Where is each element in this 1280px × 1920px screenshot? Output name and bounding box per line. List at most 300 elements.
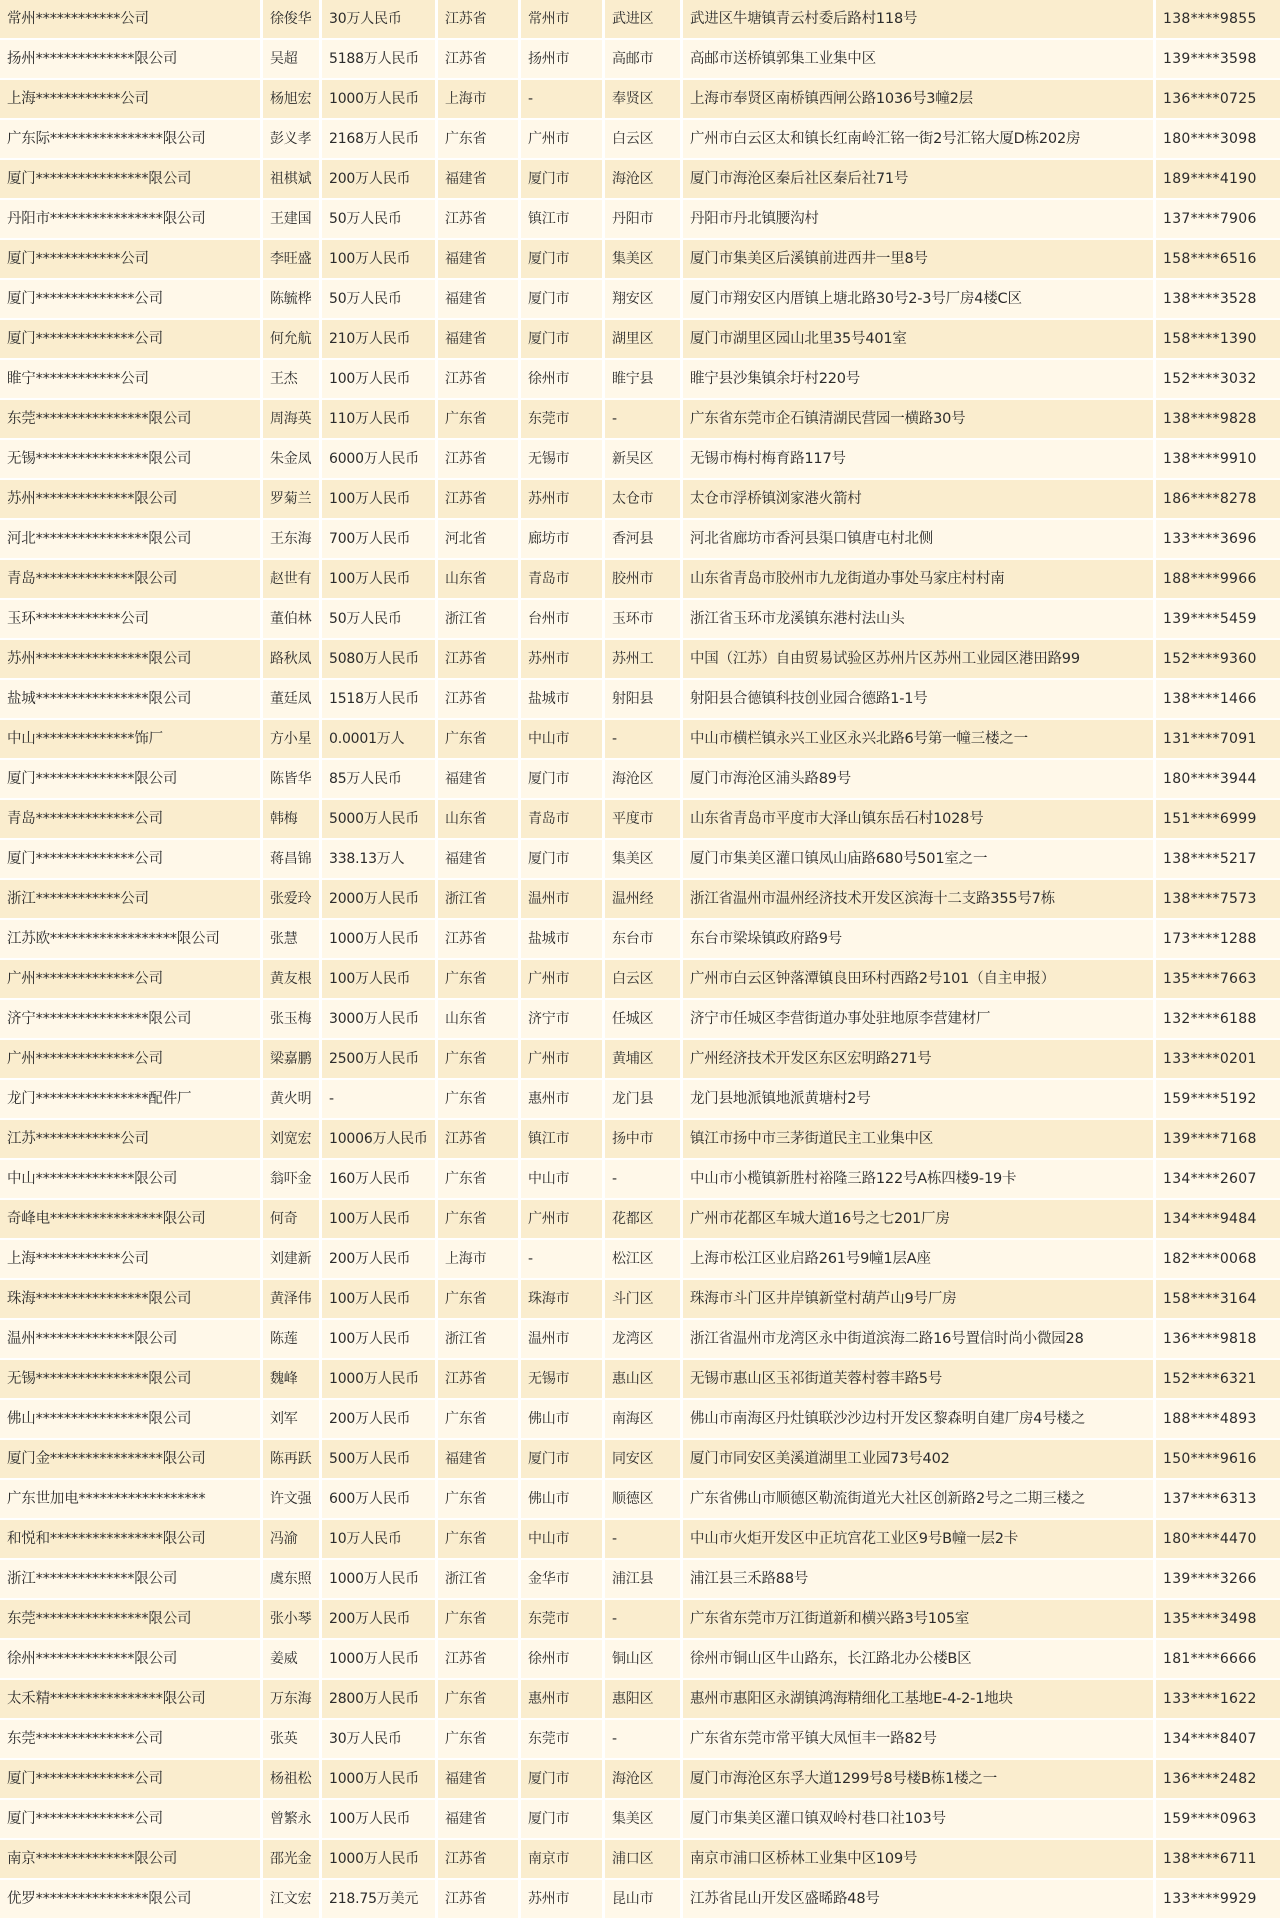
address-cell: 丹阳市丹北镇腰沟村 — [683, 200, 1153, 238]
legal-person-cell: 张爱玲 — [263, 880, 319, 918]
address-cell: 广州市花都区车城大道16号之七201厂房 — [683, 1200, 1153, 1238]
address-cell: 徐州市铜山区牛山路东，长江路北办公楼B区 — [683, 1640, 1153, 1678]
table-row — [0, 520, 1280, 558]
phone-cell: 138****7573 — [1156, 880, 1280, 918]
legal-person-cell: 罗菊兰 — [263, 480, 319, 518]
company-name-cell: 东莞****************限公司 — [0, 400, 260, 438]
province-cell: 山东省 — [438, 800, 518, 838]
legal-person-cell: 方小星 — [263, 720, 319, 758]
city-cell: 台州市 — [521, 600, 602, 638]
address-cell: 广东省东莞市企石镇清湖民营园一横路30号 — [683, 400, 1153, 438]
table-row — [0, 760, 1280, 798]
city-cell: 厦门市 — [521, 1760, 602, 1798]
district-cell: 白云区 — [605, 960, 680, 998]
table-row — [0, 360, 1280, 398]
table-row — [0, 1040, 1280, 1078]
company-name-cell: 上海************公司 — [0, 80, 260, 118]
district-cell: 湖里区 — [605, 320, 680, 358]
city-cell: 无锡市 — [521, 440, 602, 478]
address-cell: 中山市横栏镇永兴工业区永兴北路6号第一幢三楼之一 — [683, 720, 1153, 758]
registered-capital-cell: 5188万人民币 — [322, 40, 435, 78]
phone-cell: 139****3598 — [1156, 40, 1280, 78]
phone-cell: 152****9360 — [1156, 640, 1280, 678]
phone-cell: 151****6999 — [1156, 800, 1280, 838]
table-row — [0, 1360, 1280, 1398]
province-cell: 浙江省 — [438, 1560, 518, 1598]
province-cell: 江苏省 — [438, 1880, 518, 1918]
table-row — [0, 1240, 1280, 1278]
district-cell: 翔安区 — [605, 280, 680, 318]
city-cell: 廊坊市 — [521, 520, 602, 558]
province-cell: 福建省 — [438, 1760, 518, 1798]
table-row — [0, 80, 1280, 118]
registered-capital-cell: 338.13万人 — [322, 840, 435, 878]
district-cell: - — [605, 1720, 680, 1758]
phone-cell: 138****9855 — [1156, 0, 1280, 38]
table-row — [0, 200, 1280, 238]
registered-capital-cell: 100万人民币 — [322, 560, 435, 598]
address-cell: 广州市白云区太和镇长红南岭汇铭一街2号汇铭大厦D栋202房 — [683, 120, 1153, 158]
phone-cell: 138****3528 — [1156, 280, 1280, 318]
registered-capital-cell: 1000万人民币 — [322, 1560, 435, 1598]
registered-capital-cell: 2500万人民币 — [322, 1040, 435, 1078]
city-cell: 金华市 — [521, 1560, 602, 1598]
registered-capital-cell: 200万人民币 — [322, 1400, 435, 1438]
city-cell: - — [521, 80, 602, 118]
address-cell: 浙江省温州市龙湾区永中街道滨海二路16号置信时尚小微园28 — [683, 1320, 1153, 1358]
address-cell: 广东省东莞市常平镇大凤恒丰一路82号 — [683, 1720, 1153, 1758]
company-name-cell: 珠海****************限公司 — [0, 1280, 260, 1318]
company-name-cell: 徐州**************限公司 — [0, 1640, 260, 1678]
company-name-cell: 苏州**************限公司 — [0, 480, 260, 518]
company-name-cell: 无锡****************限公司 — [0, 1360, 260, 1398]
table-row — [0, 1400, 1280, 1438]
company-name-cell: 青岛**************限公司 — [0, 560, 260, 598]
legal-person-cell: 蒋昌锦 — [263, 840, 319, 878]
company-name-cell: 河北****************限公司 — [0, 520, 260, 558]
district-cell: 平度市 — [605, 800, 680, 838]
phone-cell: 136****9818 — [1156, 1320, 1280, 1358]
registered-capital-cell: 210万人民币 — [322, 320, 435, 358]
phone-cell: 138****5217 — [1156, 840, 1280, 878]
district-cell: 同安区 — [605, 1440, 680, 1478]
city-cell: 温州市 — [521, 880, 602, 918]
legal-person-cell: 陈莲 — [263, 1320, 319, 1358]
city-cell: 广州市 — [521, 1040, 602, 1078]
legal-person-cell: 何允航 — [263, 320, 319, 358]
company-name-cell: 奇峰电****************限公司 — [0, 1200, 260, 1238]
table-row — [0, 680, 1280, 718]
company-name-cell: 丹阳市****************限公司 — [0, 200, 260, 238]
phone-cell: 152****6321 — [1156, 1360, 1280, 1398]
district-cell: 太仓市 — [605, 480, 680, 518]
phone-cell: 133****0201 — [1156, 1040, 1280, 1078]
table-row — [0, 840, 1280, 878]
table-row — [0, 1080, 1280, 1118]
phone-cell: 134****9484 — [1156, 1200, 1280, 1238]
address-cell: 睢宁县沙集镇余圩村220号 — [683, 360, 1153, 398]
phone-cell: 136****0725 — [1156, 80, 1280, 118]
legal-person-cell: 刘军 — [263, 1400, 319, 1438]
city-cell: 济宁市 — [521, 1000, 602, 1038]
table-row — [0, 0, 1280, 38]
legal-person-cell: 冯渝 — [263, 1520, 319, 1558]
province-cell: 广东省 — [438, 1040, 518, 1078]
province-cell: 广东省 — [438, 1720, 518, 1758]
registered-capital-cell: 0.0001万人 — [322, 720, 435, 758]
city-cell: 厦门市 — [521, 240, 602, 278]
legal-person-cell: 吴超 — [263, 40, 319, 78]
registered-capital-cell: 110万人民币 — [322, 400, 435, 438]
registered-capital-cell: 1000万人民币 — [322, 1640, 435, 1678]
phone-cell: 189****4190 — [1156, 160, 1280, 198]
company-name-cell: 厦门**************公司 — [0, 320, 260, 358]
phone-cell: 158****3164 — [1156, 1280, 1280, 1318]
registered-capital-cell: 5080万人民币 — [322, 640, 435, 678]
province-cell: 浙江省 — [438, 600, 518, 638]
table-row — [0, 1120, 1280, 1158]
address-cell: 厦门市湖里区园山北里35号401室 — [683, 320, 1153, 358]
address-cell: 厦门市集美区灌口镇双岭村巷口社103号 — [683, 1800, 1153, 1838]
legal-person-cell: 王杰 — [263, 360, 319, 398]
district-cell: 集美区 — [605, 1800, 680, 1838]
city-cell: 厦门市 — [521, 760, 602, 798]
district-cell: 昆山市 — [605, 1880, 680, 1918]
province-cell: 广东省 — [438, 1080, 518, 1118]
phone-cell: 139****5459 — [1156, 600, 1280, 638]
company-name-cell: 厦门**************公司 — [0, 280, 260, 318]
legal-person-cell: 张英 — [263, 1720, 319, 1758]
district-cell: 惠阳区 — [605, 1680, 680, 1718]
registered-capital-cell: 50万人民币 — [322, 280, 435, 318]
address-cell: 山东省青岛市胶州市九龙街道办事处马家庄村村南 — [683, 560, 1153, 598]
city-cell: 扬州市 — [521, 40, 602, 78]
province-cell: 广东省 — [438, 1200, 518, 1238]
district-cell: 射阳县 — [605, 680, 680, 718]
province-cell: 广东省 — [438, 1400, 518, 1438]
company-name-cell: 广州**************公司 — [0, 960, 260, 998]
province-cell: 江苏省 — [438, 440, 518, 478]
company-name-cell: 温州**************限公司 — [0, 1320, 260, 1358]
district-cell: 白云区 — [605, 120, 680, 158]
province-cell: 江苏省 — [438, 1360, 518, 1398]
province-cell: 江苏省 — [438, 680, 518, 718]
legal-person-cell: 姜威 — [263, 1640, 319, 1678]
district-cell: 海沧区 — [605, 160, 680, 198]
district-cell: 南海区 — [605, 1400, 680, 1438]
legal-person-cell: 李旺盛 — [263, 240, 319, 278]
city-cell: 厦门市 — [521, 840, 602, 878]
address-cell: 厦门市同安区美溪道湖里工业园73号402 — [683, 1440, 1153, 1478]
phone-cell: 138****6711 — [1156, 1840, 1280, 1878]
company-name-cell: 东莞**************公司 — [0, 1720, 260, 1758]
district-cell: 胶州市 — [605, 560, 680, 598]
registered-capital-cell: 50万人民币 — [322, 200, 435, 238]
table-row — [0, 160, 1280, 198]
registered-capital-cell: 6000万人民币 — [322, 440, 435, 478]
table-row — [0, 1440, 1280, 1478]
table-row — [0, 40, 1280, 78]
legal-person-cell: 梁嘉鹏 — [263, 1040, 319, 1078]
district-cell: 海沧区 — [605, 1760, 680, 1798]
city-cell: 东莞市 — [521, 400, 602, 438]
province-cell: 福建省 — [438, 320, 518, 358]
district-cell: 顺德区 — [605, 1480, 680, 1518]
table-row — [0, 800, 1280, 838]
phone-cell: 186****8278 — [1156, 480, 1280, 518]
address-cell: 南京市浦口区桥林工业集中区109号 — [683, 1840, 1153, 1878]
table-row — [0, 1680, 1280, 1718]
registered-capital-cell: 100万人民币 — [322, 480, 435, 518]
registered-capital-cell: 100万人民币 — [322, 1280, 435, 1318]
address-cell: 无锡市惠山区玉祁街道芙蓉村蓉丰路5号 — [683, 1360, 1153, 1398]
province-cell: 广东省 — [438, 120, 518, 158]
table-row — [0, 1200, 1280, 1238]
legal-person-cell: 周海英 — [263, 400, 319, 438]
registered-capital-cell: 1000万人民币 — [322, 1840, 435, 1878]
phone-cell: 133****1622 — [1156, 1680, 1280, 1718]
address-cell: 中国（江苏）自由贸易试验区苏州片区苏州工业园区港田路99 — [683, 640, 1153, 678]
address-cell: 济宁市任城区李营街道办事处驻地原李营建材厂 — [683, 1000, 1153, 1038]
city-cell: 镇江市 — [521, 1120, 602, 1158]
legal-person-cell: 黄友根 — [263, 960, 319, 998]
registered-capital-cell: 160万人民币 — [322, 1160, 435, 1198]
legal-person-cell: 陈毓桦 — [263, 280, 319, 318]
phone-cell: 138****9828 — [1156, 400, 1280, 438]
legal-person-cell: 杨祖松 — [263, 1760, 319, 1798]
phone-cell: 188****9966 — [1156, 560, 1280, 598]
address-cell: 太仓市浮桥镇浏家港火箭村 — [683, 480, 1153, 518]
registered-capital-cell: 30万人民币 — [322, 1720, 435, 1758]
company-name-cell: 上海************公司 — [0, 1240, 260, 1278]
company-name-cell: 东莞****************限公司 — [0, 1600, 260, 1638]
province-cell: 广东省 — [438, 1680, 518, 1718]
phone-cell: 139****3266 — [1156, 1560, 1280, 1598]
phone-cell: 137****6313 — [1156, 1480, 1280, 1518]
district-cell: 新吴区 — [605, 440, 680, 478]
legal-person-cell: 王建国 — [263, 200, 319, 238]
district-cell: - — [605, 400, 680, 438]
address-cell: 佛山市南海区丹灶镇联沙沙边村开发区黎森明自建厂房4号楼之 — [683, 1400, 1153, 1438]
company-name-cell: 优罗****************限公司 — [0, 1880, 260, 1918]
legal-person-cell: 张小琴 — [263, 1600, 319, 1638]
company-name-cell: 厦门**************公司 — [0, 1760, 260, 1798]
district-cell: 海沧区 — [605, 760, 680, 798]
legal-person-cell: 黄火明 — [263, 1080, 319, 1118]
address-cell: 上海市奉贤区南桥镇西闸公路1036号3幢2层 — [683, 80, 1153, 118]
district-cell: 惠山区 — [605, 1360, 680, 1398]
city-cell: 盐城市 — [521, 920, 602, 958]
registered-capital-cell: 50万人民币 — [322, 600, 435, 638]
district-cell: 松江区 — [605, 1240, 680, 1278]
address-cell: 龙门县地派镇地派黄塘村2号 — [683, 1080, 1153, 1118]
table-row — [0, 1280, 1280, 1318]
phone-cell: 150****9616 — [1156, 1440, 1280, 1478]
district-cell: 铜山区 — [605, 1640, 680, 1678]
legal-person-cell: 曾繁永 — [263, 1800, 319, 1838]
company-name-cell: 盐城****************限公司 — [0, 680, 260, 718]
city-cell: 常州市 — [521, 0, 602, 38]
province-cell: 浙江省 — [438, 1320, 518, 1358]
company-name-cell: 厦门**************公司 — [0, 1800, 260, 1838]
address-cell: 中山市火炬开发区中正坑宫花工业区9号B幢一层2卡 — [683, 1520, 1153, 1558]
city-cell: 青岛市 — [521, 560, 602, 598]
legal-person-cell: 万东海 — [263, 1680, 319, 1718]
legal-person-cell: 邵光金 — [263, 1840, 319, 1878]
registered-capital-cell: 2800万人民币 — [322, 1680, 435, 1718]
legal-person-cell: 何奇 — [263, 1200, 319, 1238]
phone-cell: 180****3944 — [1156, 760, 1280, 798]
phone-cell: 139****7168 — [1156, 1120, 1280, 1158]
registered-capital-cell: 100万人民币 — [322, 1200, 435, 1238]
city-cell: 温州市 — [521, 1320, 602, 1358]
legal-person-cell: 张慧 — [263, 920, 319, 958]
registered-capital-cell: 100万人民币 — [322, 360, 435, 398]
company-name-cell: 中山**************饰厂 — [0, 720, 260, 758]
legal-person-cell: 张玉梅 — [263, 1000, 319, 1038]
district-cell: 黄埔区 — [605, 1040, 680, 1078]
company-name-cell: 龙门****************配件厂 — [0, 1080, 260, 1118]
city-cell: 中山市 — [521, 1160, 602, 1198]
legal-person-cell: 董廷凤 — [263, 680, 319, 718]
province-cell: 河北省 — [438, 520, 518, 558]
address-cell: 武进区牛塘镇青云村委后路村118号 — [683, 0, 1153, 38]
phone-cell: 173****1288 — [1156, 920, 1280, 958]
registered-capital-cell: 200万人民币 — [322, 1240, 435, 1278]
city-cell: 惠州市 — [521, 1680, 602, 1718]
district-cell: 高邮市 — [605, 40, 680, 78]
legal-person-cell: 朱金凤 — [263, 440, 319, 478]
district-cell: 丹阳市 — [605, 200, 680, 238]
registered-capital-cell: 200万人民币 — [322, 1600, 435, 1638]
district-cell: 浦江县 — [605, 1560, 680, 1598]
phone-cell: 137****7906 — [1156, 200, 1280, 238]
registered-capital-cell: 2000万人民币 — [322, 880, 435, 918]
province-cell: 江苏省 — [438, 920, 518, 958]
company-name-cell: 浙江************公司 — [0, 880, 260, 918]
province-cell: 广东省 — [438, 1600, 518, 1638]
legal-person-cell: 魏峰 — [263, 1360, 319, 1398]
city-cell: 徐州市 — [521, 360, 602, 398]
registered-capital-cell: 600万人民币 — [322, 1480, 435, 1518]
city-cell: 佛山市 — [521, 1400, 602, 1438]
table-row — [0, 1480, 1280, 1518]
company-name-cell: 扬州**************限公司 — [0, 40, 260, 78]
district-cell: 温州经 — [605, 880, 680, 918]
registered-capital-cell: - — [322, 1080, 435, 1118]
province-cell: 江苏省 — [438, 200, 518, 238]
city-cell: 广州市 — [521, 120, 602, 158]
phone-cell: 158****1390 — [1156, 320, 1280, 358]
table-row — [0, 1840, 1280, 1878]
registered-capital-cell: 218.75万美元 — [322, 1880, 435, 1918]
city-cell: 东莞市 — [521, 1720, 602, 1758]
city-cell: 广州市 — [521, 1200, 602, 1238]
phone-cell: 180****4470 — [1156, 1520, 1280, 1558]
province-cell: 广东省 — [438, 1160, 518, 1198]
company-name-cell: 广东世加电****************** — [0, 1480, 260, 1518]
table-row — [0, 1720, 1280, 1758]
legal-person-cell: 陈皆华 — [263, 760, 319, 798]
city-cell: 镇江市 — [521, 200, 602, 238]
registered-capital-cell: 200万人民币 — [322, 160, 435, 198]
city-cell: 珠海市 — [521, 1280, 602, 1318]
table-row — [0, 560, 1280, 598]
table-row — [0, 400, 1280, 438]
city-cell: 厦门市 — [521, 1440, 602, 1478]
city-cell: 盐城市 — [521, 680, 602, 718]
district-cell: 花都区 — [605, 1200, 680, 1238]
province-cell: 福建省 — [438, 240, 518, 278]
district-cell: 浦口区 — [605, 1840, 680, 1878]
city-cell: 无锡市 — [521, 1360, 602, 1398]
legal-person-cell: 刘宽宏 — [263, 1120, 319, 1158]
phone-cell: 181****6666 — [1156, 1640, 1280, 1678]
legal-person-cell: 董伯林 — [263, 600, 319, 638]
phone-cell: 135****7663 — [1156, 960, 1280, 998]
phone-cell: 133****3696 — [1156, 520, 1280, 558]
company-name-cell: 厦门**************公司 — [0, 840, 260, 878]
company-name-cell: 浙江**************限公司 — [0, 1560, 260, 1598]
company-name-cell: 睢宁************公司 — [0, 360, 260, 398]
address-cell: 中山市小榄镇新胜村裕隆三路122号A栋四楼9-19卡 — [683, 1160, 1153, 1198]
company-name-cell: 济宁****************限公司 — [0, 1000, 260, 1038]
registered-capital-cell: 1000万人民币 — [322, 1760, 435, 1798]
company-name-cell: 厦门****************限公司 — [0, 160, 260, 198]
address-cell: 珠海市斗门区井岸镇新堂村葫芦山9号厂房 — [683, 1280, 1153, 1318]
table-row — [0, 1560, 1280, 1598]
phone-cell: 138****9910 — [1156, 440, 1280, 478]
table-row — [0, 1640, 1280, 1678]
company-name-cell: 和悦和****************限公司 — [0, 1520, 260, 1558]
district-cell: - — [605, 1600, 680, 1638]
city-cell: 苏州市 — [521, 1880, 602, 1918]
district-cell: - — [605, 1160, 680, 1198]
company-name-cell: 太禾精****************限公司 — [0, 1680, 260, 1718]
registered-capital-cell: 30万人民币 — [322, 0, 435, 38]
registered-capital-cell: 2168万人民币 — [322, 120, 435, 158]
registered-capital-cell: 100万人民币 — [322, 1800, 435, 1838]
province-cell: 福建省 — [438, 1440, 518, 1478]
address-cell: 浙江省玉环市龙溪镇东港村法山头 — [683, 600, 1153, 638]
district-cell: 龙门县 — [605, 1080, 680, 1118]
legal-person-cell: 江文宏 — [263, 1880, 319, 1918]
city-cell: 广州市 — [521, 960, 602, 998]
province-cell: 山东省 — [438, 1000, 518, 1038]
address-cell: 广东省佛山市顺德区勒流街道光大社区创新路2号之二期三楼之 — [683, 1480, 1153, 1518]
province-cell: 福建省 — [438, 760, 518, 798]
legal-person-cell: 韩梅 — [263, 800, 319, 838]
registered-capital-cell: 1000万人民币 — [322, 80, 435, 118]
district-cell: 龙湾区 — [605, 1320, 680, 1358]
registered-capital-cell: 3000万人民币 — [322, 1000, 435, 1038]
registered-capital-cell: 700万人民币 — [322, 520, 435, 558]
company-name-cell: 玉环************公司 — [0, 600, 260, 638]
registered-capital-cell: 10006万人民币 — [322, 1120, 435, 1158]
province-cell: 广东省 — [438, 1280, 518, 1318]
phone-cell: 138****1466 — [1156, 680, 1280, 718]
phone-cell: 180****3098 — [1156, 120, 1280, 158]
company-name-cell: 厦门************公司 — [0, 240, 260, 278]
table-row — [0, 880, 1280, 918]
district-cell: 集美区 — [605, 840, 680, 878]
address-cell: 射阳县合德镇科技创业园合德路1-1号 — [683, 680, 1153, 718]
legal-person-cell: 彭义孝 — [263, 120, 319, 158]
province-cell: 江苏省 — [438, 40, 518, 78]
address-cell: 厦门市海沧区秦后社区秦后社71号 — [683, 160, 1153, 198]
phone-cell: 136****2482 — [1156, 1760, 1280, 1798]
province-cell: 广东省 — [438, 1520, 518, 1558]
